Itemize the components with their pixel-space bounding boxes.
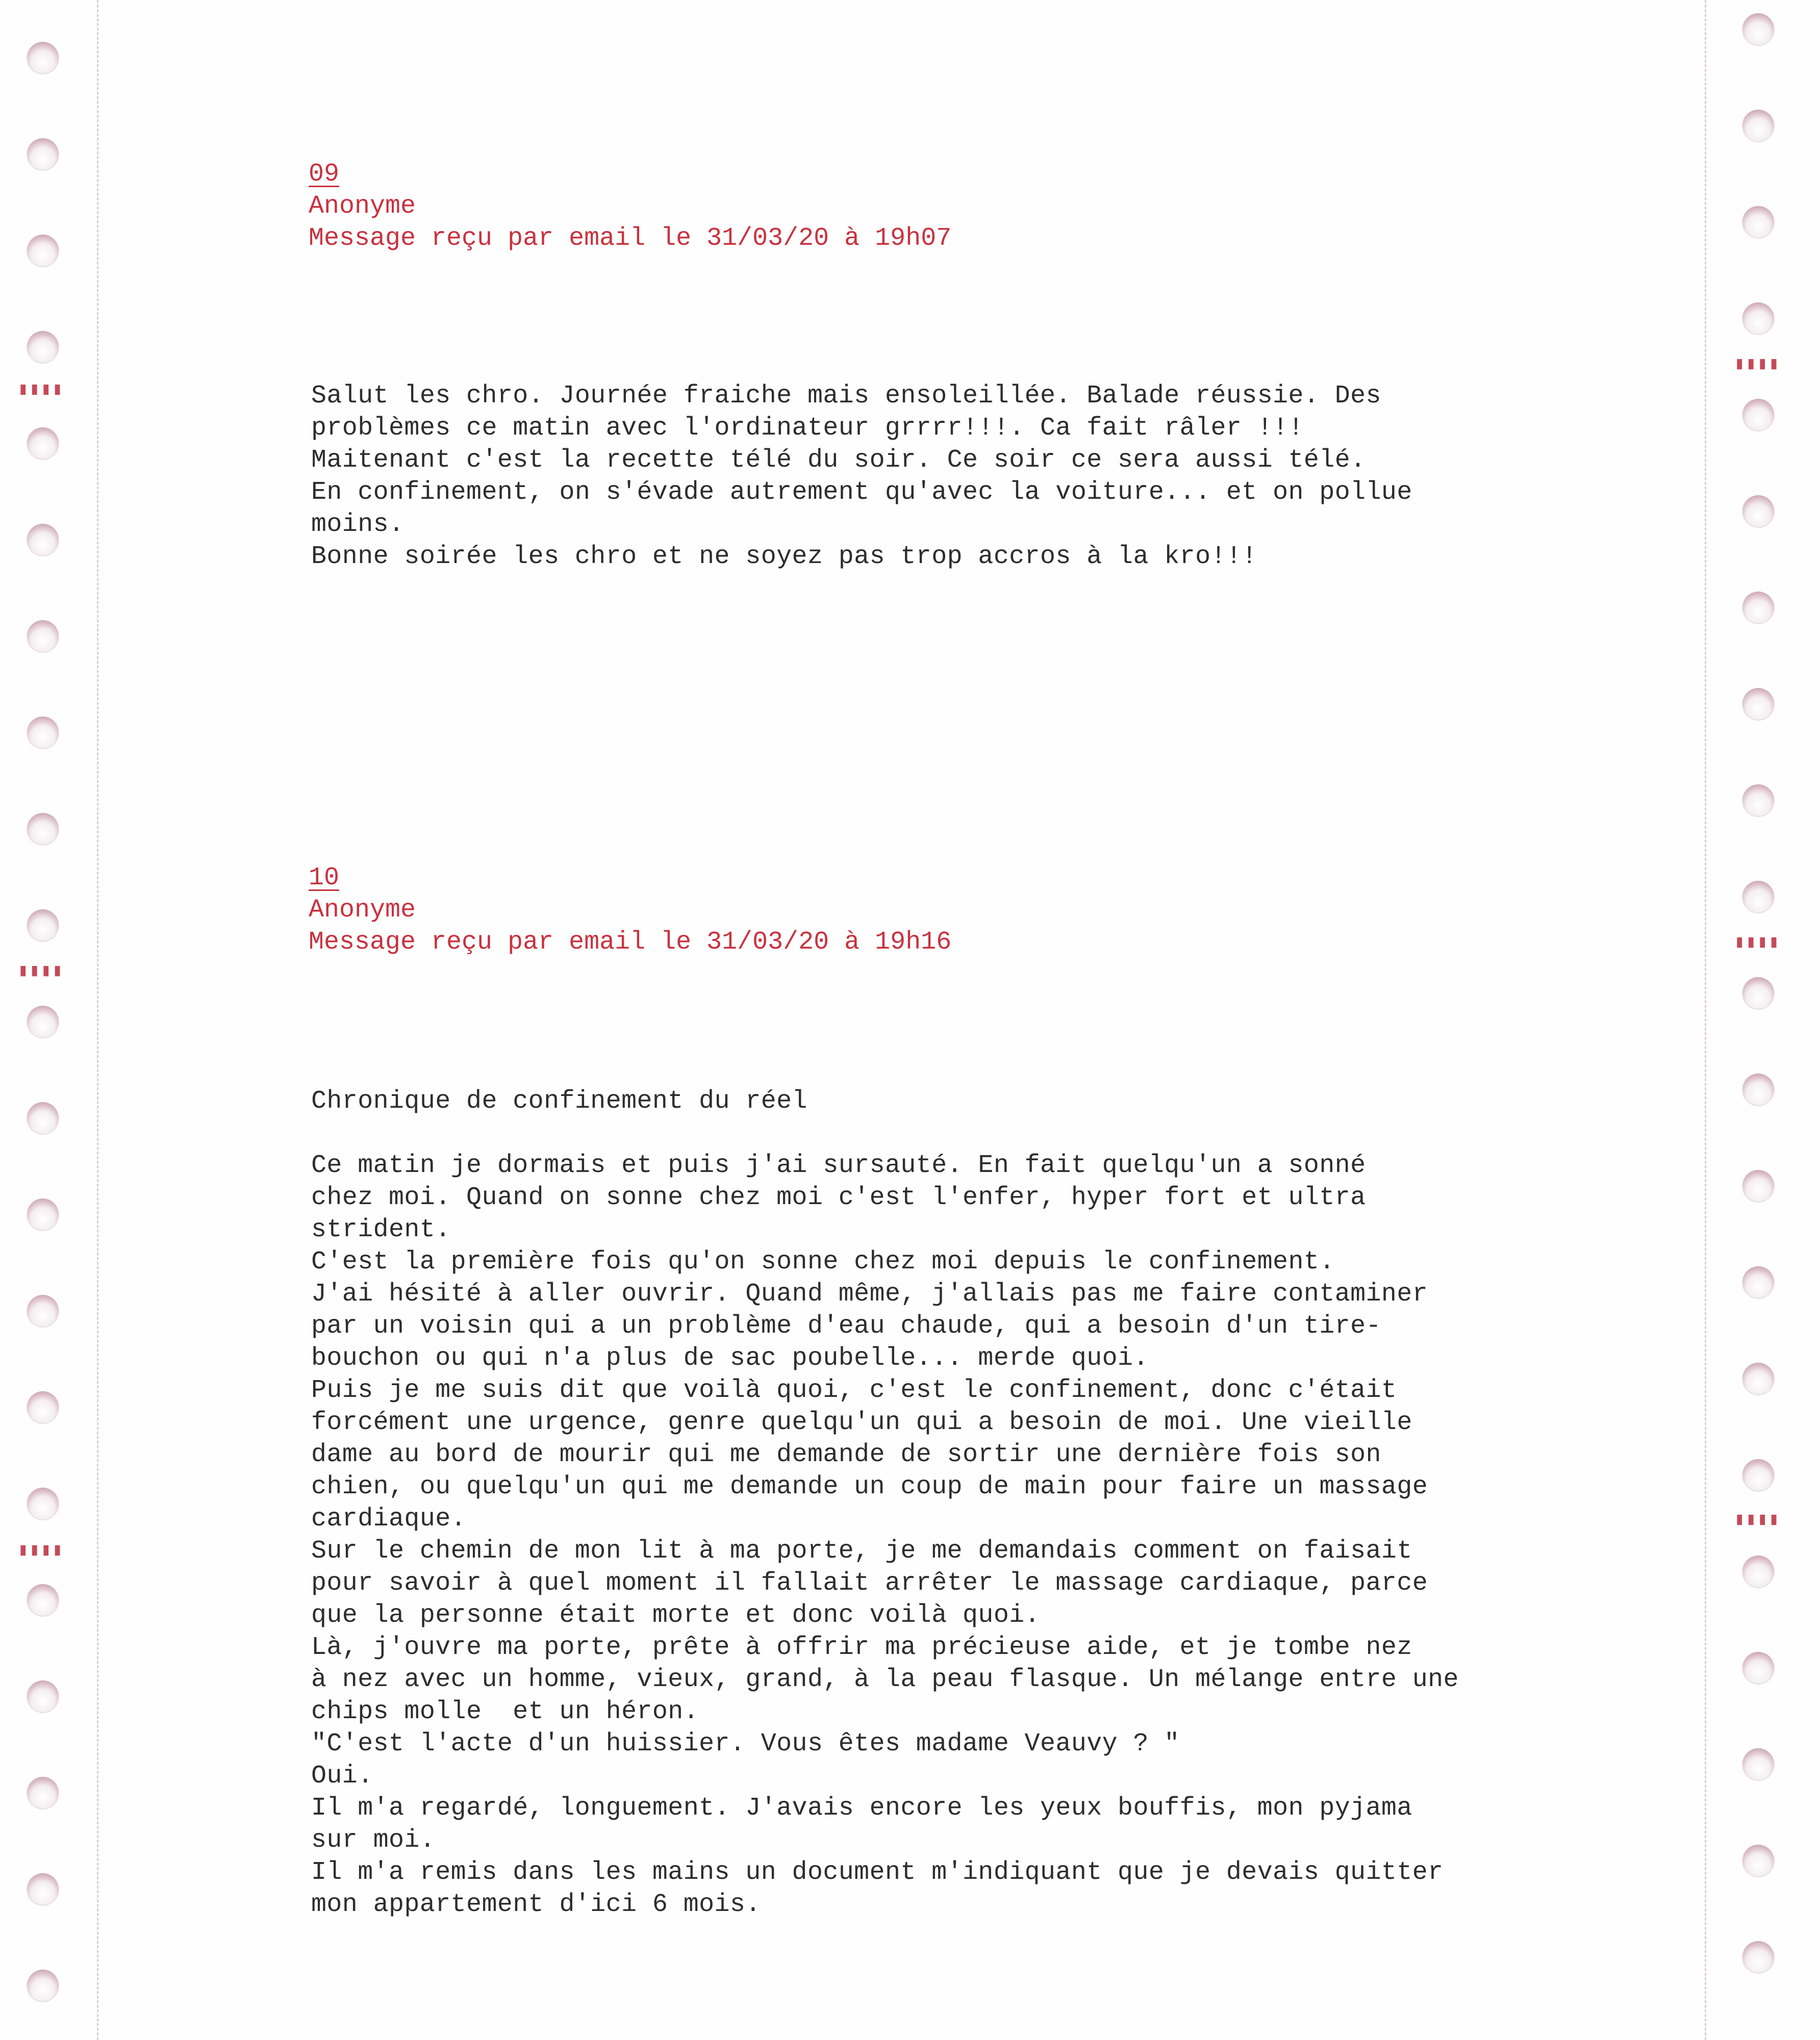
entry-header [309,862,951,958]
text-line: sur moi. [311,1826,436,1855]
feed-hole [1742,1363,1774,1394]
feed-hole [1742,302,1774,334]
feed-hole [27,1970,59,2001]
feed-tick-mark: ▮▮▮▮ [1734,353,1780,373]
feed-hole [1742,1845,1774,1876]
feed-hole [27,620,59,652]
text-line: Bonne soirée les chro et ne soyez pas trop accros à la kro!!! [311,542,1257,571]
feed-hole [1742,881,1774,912]
entry-author: Anonyme [309,896,416,925]
feed-hole [1742,1556,1774,1587]
feed-hole [27,909,59,941]
feed-hole [27,1006,59,1037]
feed-hole [1742,13,1774,45]
text-line: mon appartement d'ici 6 mois. [311,1890,761,1919]
feed-hole [1742,1266,1774,1298]
feed-hole [1742,1748,1774,1780]
text-line: forcément une urgence, genre quelqu'un qui a besoin de moi. Une vieille [311,1408,1412,1437]
text-line: cardiaque. [311,1504,467,1534]
feed-hole [27,1777,59,1808]
text-line: que la personne était morte et donc voilà quoi. [311,1601,1041,1630]
text-line: moins. [311,510,405,539]
entry-body [311,1085,1459,1921]
feed-hole [27,1873,59,1905]
text-line: Là, j'ouvre ma porte, prête à offrir ma précieuse aide, et je tombe nez [311,1633,1412,1662]
feed-hole [27,717,59,748]
text-line: par un voisin qui a un problème d'eau chaude, qui a besoin d'un tire- [311,1312,1381,1341]
text-line: Ce matin je dormais et puis j'ai sursauté. En fait quelqu'un a sonné [311,1151,1366,1180]
feed-hole [27,1102,59,1134]
text-line: En confinement, on s'évade autrement qu'avec la voiture... et on pollue [311,478,1412,507]
text-line: dame au bord de mourir qui me demande de sortir une dernière fois son [311,1440,1381,1469]
text-line: C'est la première fois qu'on sonne chez moi depuis le confinement. [311,1247,1335,1277]
entry-received-line: Message reçu par email le 31/03/20 à 19h16 [309,928,952,957]
text-line: Chronique de confinement du réel [311,1087,807,1116]
left-perforation [97,0,98,2040]
feed-hole [1742,592,1774,623]
text-line: chips molle et un héron. [311,1697,699,1726]
feed-tick-mark: ▮▮▮▮ [18,378,64,399]
feed-hole [1742,688,1774,720]
text-line: Il m'a regardé, longuement. J'avais encore les yeux bouffis, mon pyjama [311,1794,1412,1823]
feed-tick-mark: ▮▮▮▮ [18,1539,64,1560]
text-line: J'ai hésité à aller ouvrir. Quand même, j'allais pas me faire contaminer [311,1280,1428,1309]
text-line: Il m'a remis dans les mains un document m'indiquant que je devais quitter [311,1858,1444,1887]
feed-hole [1742,977,1774,1009]
feed-hole [1742,206,1774,238]
feed-hole [1742,399,1774,430]
feed-hole [27,1391,59,1423]
feed-hole [27,1680,59,1712]
feed-hole [27,1584,59,1616]
text-line: problèmes ce matin avec l'ordinateur grrrr!!!. Ca fait râler !!! [311,414,1304,443]
text-line: bouchon ou qui n'a plus de sac poubelle... merde quoi. [311,1344,1149,1373]
text-line: Oui. [311,1762,373,1791]
entry-header [309,158,951,254]
feed-hole [27,427,59,459]
right-feed-strip [1704,0,1806,2040]
feed-hole [1742,1170,1774,1202]
entry-number: 10 [309,863,340,892]
feed-hole [27,331,59,363]
feed-hole [27,813,59,845]
feed-hole [1742,1652,1774,1684]
feed-hole [27,1488,59,1519]
text-line: pour savoir à quel moment il fallait arrêter le massage cardiaque, parce [311,1569,1428,1598]
feed-hole [27,1295,59,1327]
text-line: chien, ou quelqu'un qui me demande un coup de main pour faire un massage [311,1472,1428,1501]
feed-hole [27,1198,59,1230]
feed-hole [27,524,59,555]
entry-number: 09 [309,160,340,189]
text-line: Maitenant c'est la recette télé du soir. Ce soir ce sera aussi télé. [311,446,1366,475]
feed-hole [27,138,59,170]
text-line: "C'est l'acte d'un huissier. Vous êtes madame Veauvy ? " [311,1729,1180,1758]
feed-hole [27,42,59,73]
left-feed-strip [0,0,102,2040]
entry-received-line: Message reçu par email le 31/03/20 à 19h07 [309,224,952,253]
feed-tick-mark: ▮▮▮▮ [18,960,64,980]
text-line: Salut les chro. Journée fraiche mais ensoleillée. Balade réussie. Des [311,381,1381,411]
text-line: Puis je me suis dit que voilà quoi, c'est le confinement, donc c'était [311,1376,1397,1405]
feed-hole [1742,1941,1774,1973]
text-line: Sur le chemin de mon lit à ma porte, je me demandais comment on faisait [311,1537,1412,1566]
feed-hole [1742,1459,1774,1491]
feed-tick-mark: ▮▮▮▮ [1734,931,1780,952]
entry-body [311,380,1412,573]
feed-hole [1742,1074,1774,1105]
text-line: chez moi. Quand on sonne chez moi c'est l'enfer, hyper fort et ultra [311,1183,1366,1212]
feed-hole [27,235,59,266]
feed-hole [1742,110,1774,141]
feed-tick-mark: ▮▮▮▮ [1734,1509,1780,1529]
feed-hole [1742,784,1774,816]
text-line: à nez avec un homme, vieux, grand, à la peau flasque. Un mélange entre une [311,1665,1459,1694]
entry-author: Anonyme [309,192,416,221]
text-line: strident. [311,1215,451,1244]
feed-hole [1742,495,1774,527]
